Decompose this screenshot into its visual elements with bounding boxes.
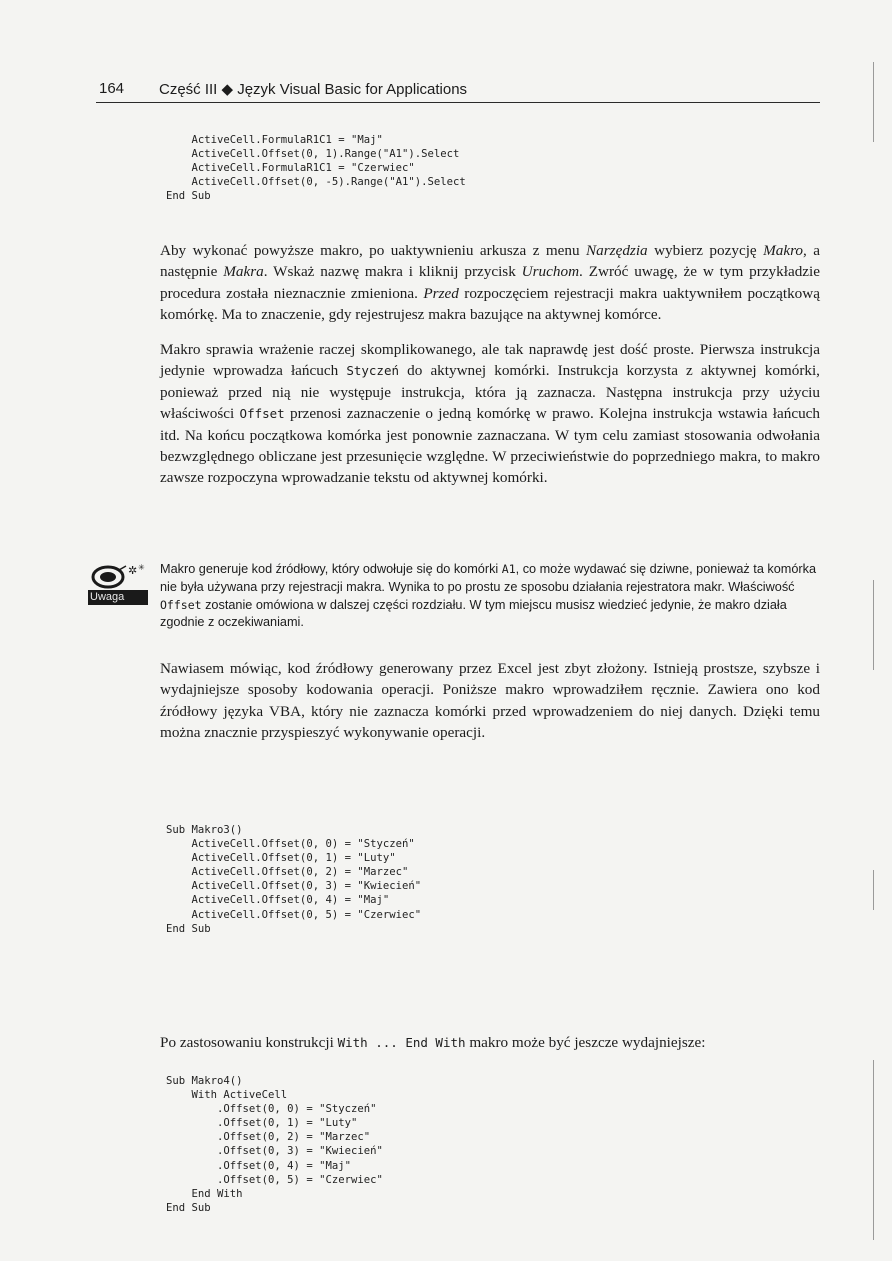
svg-text:✲: ✲: [128, 564, 138, 577]
menu-item-macro: Makro: [763, 242, 804, 259]
bomb-icon: [88, 562, 150, 592]
scan-margin-line: [873, 62, 874, 142]
paragraph-with-construct: Po zastosowaniu konstrukcji With ... End With makro może być jeszcze wydajniejsze:: [160, 1034, 706, 1051]
paragraph-macro-explanation: Makro sprawia wrażenie raczej skomplikowanego, ale tak naprawdę jest dość proste. Pierwsza instrukcja jedynie wprowadza łańcuch Styczeń do aktywnej komórki. Instrukcja korzysta z aktywnej komórki, ponieważ przed nią nie występuje instrukcja, która ją zaznacza. Następna instrukcja przy użyciu właściwości Offset przenosi zaznaczenie o jedną komórkę w prawo. Kolejna instrukcja wstawia łańcuch itd. Na końcu początkowa komórka jest ponownie zaznaczana. W tym celu zamiast stosowania odwołania bezwzględnego obliczane jest przesunięcie względne. W przeciwieństwie do poprzedniego makra, to makro zawsze rozpoczyna wprowadzanie tekstu od aktywnej komórki.: [160, 341, 820, 487]
note-text: Makro generuje kod źródłowy, który odwołuje się do komórki A1, co może wydawać się dziwne, ponieważ ta komórka nie była używana przy rejestracji makra. Wynika to po prostu ze sposobu działania rejestratora makr. Właściwość Offset zostanie omówiona w dalszej części rozdziału. W tym miejscu musisz wiedzieć jedynie, że makro działa zgodnie z oczekiwaniami.: [160, 562, 817, 630]
page-number: 164: [99, 80, 125, 97]
code-listing-makro4: Sub Makro4() With ActiveCell .Offset(0, 0) = "Styczeń" .Offset(0, 1) = "Luty" .Offset(0, 2) = "Marzec" .Offset(0, 3) = "Kwiecień" .Offset(0, 4) = "Maj" .Offset(0, 5) = "Czerwiec" End With End Sub: [166, 1075, 383, 1214]
menu-item-macros: Makra: [223, 263, 264, 281]
note-icon: [88, 562, 150, 620]
inline-code-a1: A1: [501, 562, 516, 576]
scan-margin-line: [873, 580, 874, 670]
svg-text:✳: ✳: [138, 563, 145, 572]
inline-code-offset: Offset: [239, 406, 285, 422]
running-header: [96, 80, 820, 103]
code-listing-macro-end: ActiveCell.FormulaR1C1 = "Maj" ActiveCell.Offset(0, 1).Range("A1").Select ActiveCell.FormulaR1C1 = "Czerwiec" ActiveCell.Offset(0, -5).Range("A1").Select End Sub: [166, 134, 466, 203]
code-listing-makro3: Sub Makro3() ActiveCell.Offset(0, 0) = "Styczeń" ActiveCell.Offset(0, 1) = "Luty" ActiveCell.Offset(0, 2) = "Marzec" ActiveCell.Offset(0, 3) = "Kwiecień" ActiveCell.Offset(0, 4) = "Maj" ActiveCell.Offset(0, 5) = "Czerwiec" End Sub: [166, 824, 422, 935]
inline-code-with-end-with: With ... End With: [337, 1035, 466, 1050]
menu-name-tools: Narzędzia: [586, 242, 648, 259]
note-label: Uwaga: [88, 590, 148, 605]
chapter-title: Część III ◆ Język Visual Basic for Applications: [159, 81, 468, 98]
paragraph-run-macro: Aby wykonać powyższe makro, po uaktywnieniu arkusza z menu Narzędzia wybierz pozycję Makro, a następnie Makra. Wskaż nazwę makra i kliknij przycisk Uruchom. Zwróć uwagę, że w tym przykładzie procedura została nieznacznie zmieniona. Przed rozpoczęciem rejestracji makra uaktywniłem początkową komórkę. Ma to znaczenie, gdy rejestrujesz makra bazujące na aktywnej komórce.: [160, 242, 821, 324]
button-name-run: Uruchom: [521, 263, 580, 281]
scan-margin-line: [873, 870, 874, 910]
inline-code-styczen: Styczeń: [346, 363, 399, 379]
scan-margin-line: [873, 1060, 874, 1240]
paragraph-manual-macro: Nawiasem mówiąc, kod źródłowy generowany przez Excel jest zbyt złożony. Istnieją prostsze, szybsze i wydajniejsze sposoby kodowania operacji. Poniższe makro wprowadziłem ręcznie. Zawiera ono kod źródłowy języka VBA, który nie zaznacza komórki przed wprowadzeniem do niej danych. Dzięki temu można znacznie przyspieszyć wykonywanie operacji.: [160, 660, 820, 742]
inline-code-offset-note: Offset: [160, 597, 202, 612]
emphasis-before: Przed: [423, 284, 459, 302]
